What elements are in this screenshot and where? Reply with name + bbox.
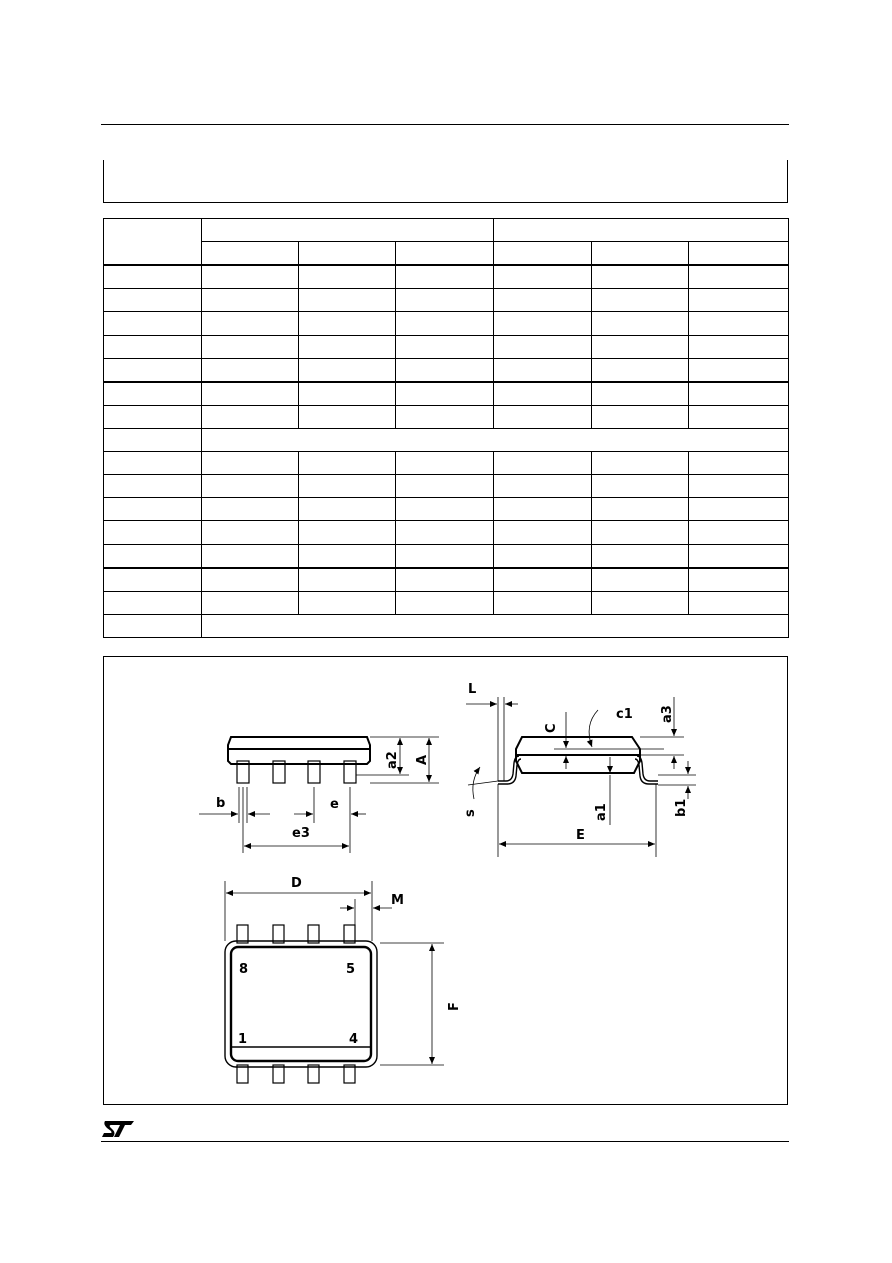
- top-view: [225, 881, 444, 1083]
- label-A: A: [415, 754, 430, 765]
- table-row: [104, 544, 789, 568]
- label-C: C: [544, 723, 559, 733]
- dim-header-cell: [104, 219, 202, 266]
- pin-5-label: 5: [346, 962, 356, 977]
- pin-1-label: 1: [238, 1032, 248, 1047]
- table-row: [104, 568, 789, 592]
- label-a1: a1: [594, 803, 609, 821]
- side-view: [199, 737, 439, 853]
- table-row: [104, 289, 789, 312]
- label-D: D: [291, 876, 302, 891]
- table-title-box: [103, 160, 788, 203]
- table-row: [104, 452, 789, 475]
- table-row: [104, 591, 789, 614]
- table-row: [104, 405, 789, 428]
- table-subheader-row: [104, 242, 789, 266]
- label-e3: e3: [292, 826, 310, 841]
- label-s: s: [463, 809, 478, 817]
- package-drawing-svg: [104, 657, 789, 1106]
- table-row: [104, 382, 789, 406]
- label-a2: a2: [385, 751, 400, 769]
- pin-4-label: 4: [349, 1032, 359, 1047]
- footer-rule: [101, 1141, 789, 1142]
- table-row: [104, 335, 789, 358]
- table-row: [104, 312, 789, 335]
- label-a3: a3: [660, 705, 675, 723]
- pin-8-label: 8: [239, 962, 249, 977]
- table-row: [104, 358, 789, 382]
- table-row: [104, 428, 789, 451]
- table-header-row: [104, 219, 789, 242]
- label-e: e: [330, 797, 339, 812]
- table-row: [104, 614, 789, 637]
- label-L: L: [468, 682, 477, 697]
- table-row: [104, 475, 789, 498]
- package-drawing: [103, 656, 788, 1105]
- dimensions-table: [103, 218, 789, 638]
- mm-header-cell: [202, 219, 494, 242]
- label-c1: c1: [616, 707, 633, 722]
- label-b: b: [216, 796, 226, 811]
- table-row: [104, 498, 789, 521]
- table-row: [104, 265, 789, 289]
- label-E: E: [576, 828, 585, 843]
- header-rule: [101, 124, 789, 125]
- st-logo: [101, 1119, 135, 1139]
- inch-header-cell: [494, 219, 789, 242]
- label-F: F: [447, 1002, 462, 1011]
- table-row: [104, 521, 789, 544]
- label-M: M: [391, 893, 404, 908]
- label-b1: b1: [674, 798, 689, 817]
